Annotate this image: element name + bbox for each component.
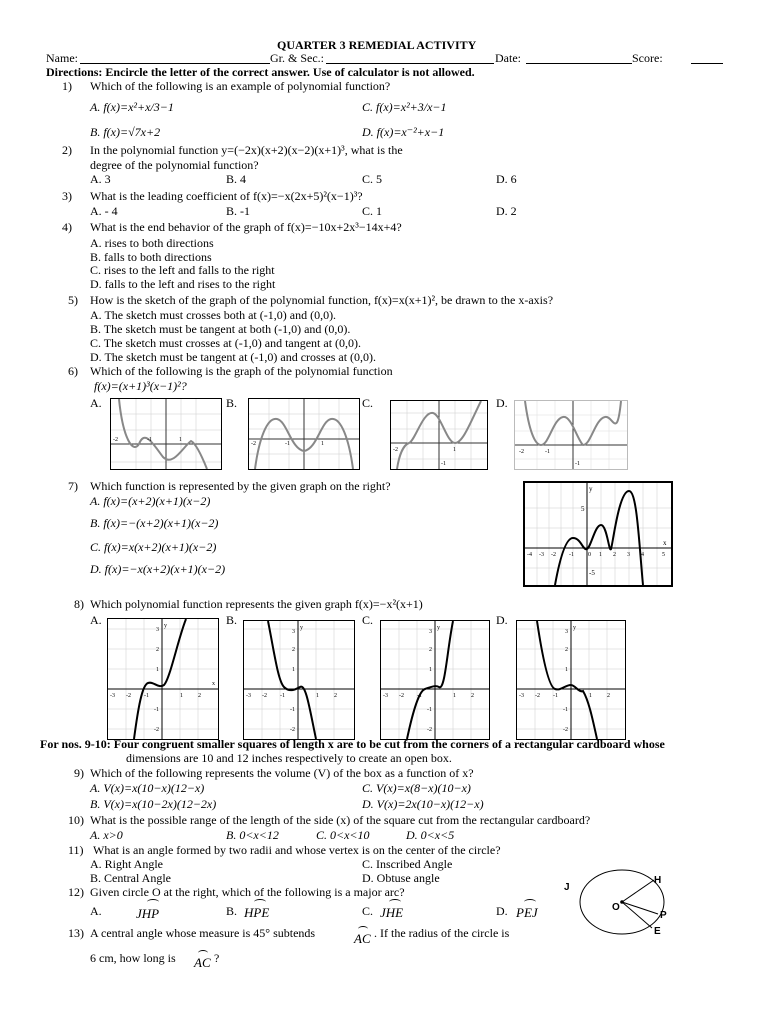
- q2-choice-c[interactable]: C. 5: [362, 172, 383, 186]
- q12-choice-c[interactable]: JHE: [380, 905, 404, 920]
- q8d-xtick: 2: [607, 693, 610, 699]
- q8a-ytick: 1: [156, 667, 159, 673]
- score-label: Score:: [632, 51, 663, 65]
- q7-y-label: y: [589, 485, 593, 493]
- q8d-ytick: -1: [563, 707, 568, 713]
- q2-text-cont: degree of the polynomial function?: [90, 158, 259, 172]
- q13-text3: 6 cm, how long is: [90, 951, 176, 965]
- q2-choice-b[interactable]: B. 4: [226, 172, 247, 186]
- q8-graph-a[interactable]: [107, 618, 219, 740]
- grade-field[interactable]: [326, 63, 494, 64]
- q8b-xtick: -3: [246, 693, 251, 699]
- q8c-ytick: -1: [427, 707, 432, 713]
- point-e: E: [654, 926, 661, 937]
- q4-text: What is the end behavior of the graph of f(x)=−10x+2x³−14x+4?: [90, 220, 402, 234]
- q8a-ytick: 2: [156, 647, 159, 653]
- q9-text: Which of the following represents the volume (V) of the box as a function of x?: [90, 766, 474, 780]
- q8c-ytick: 1: [429, 667, 432, 673]
- q6c-tick-neg2: -2: [393, 447, 398, 453]
- q13-number: 13): [68, 926, 84, 940]
- q1-choice-a[interactable]: A. f(x)=x²+x/3−1: [90, 100, 174, 114]
- q10-choice-b[interactable]: B. 0<x<12: [226, 828, 279, 842]
- q13-text-cont: . If the radius of the circle is: [374, 926, 510, 940]
- q12-choice-b[interactable]: HPE: [244, 905, 270, 920]
- q6b-tick-1: 1: [321, 441, 324, 447]
- q6-graph-d[interactable]: [514, 400, 628, 470]
- q6a-tick-neg1: -1: [147, 437, 152, 443]
- q8b-ytick: -2: [290, 727, 295, 733]
- q8a-xtick: 1: [180, 693, 183, 699]
- arc-mark: [524, 899, 536, 905]
- q10-number: 10): [68, 813, 84, 827]
- q5-choice-d[interactable]: D. The sketch must be tangent at (-1,0) and crosses at (0,0).: [90, 350, 377, 364]
- q8a-ytick: -1: [154, 707, 159, 713]
- q9-number: 9): [74, 766, 84, 780]
- q8c-xtick: 2: [471, 693, 474, 699]
- q13-text: A central angle whose measure is 45° subtends: [90, 926, 316, 940]
- q12-choice-d-letter[interactable]: D.: [496, 904, 508, 918]
- q7-xtick: 0: [588, 552, 591, 558]
- q6d-tick-y-neg1: -1: [575, 461, 580, 467]
- q8a-y: y: [164, 623, 167, 629]
- q13-text4: ?: [214, 951, 220, 965]
- q11-choice-c[interactable]: C. Inscribed Angle: [362, 857, 453, 871]
- q6c-tick-neg1: -1: [441, 461, 446, 467]
- q8-choice-c[interactable]: C.: [362, 613, 374, 627]
- q8-number: 8): [74, 597, 84, 611]
- q6a-tick-neg2: -2: [113, 437, 118, 443]
- q7-choice-c[interactable]: C. f(x)=x(x+2)(x+1)(x−2): [90, 540, 217, 554]
- point-h: H: [654, 875, 662, 886]
- q10-choice-a[interactable]: A. x>0: [90, 828, 123, 842]
- q8c-ytick: 2: [429, 647, 432, 653]
- q7-text: Which function is represented by the given graph on the right?: [90, 479, 391, 493]
- q7-x-label: x: [663, 539, 667, 547]
- q11-choice-a[interactable]: A. Right Angle: [90, 857, 164, 871]
- q7-xtick: -1: [569, 552, 574, 558]
- q8a-x: x: [212, 681, 215, 687]
- q6-text: Which of the following is the graph of the polynomial function: [90, 364, 393, 378]
- point-j: J: [564, 882, 570, 893]
- q8d-ytick: 3: [565, 629, 568, 635]
- q8-graph-b[interactable]: [243, 620, 355, 740]
- q8d-xtick: 1: [589, 693, 592, 699]
- q3-choice-a[interactable]: A. - 4: [90, 204, 118, 218]
- q6-number: 6): [68, 364, 78, 378]
- q6-function: f(x)=(x+1)³(x−1)²?: [94, 379, 187, 393]
- q1-text: Which of the following is an example of polynomial function?: [90, 79, 391, 93]
- q8a-xtick: -2: [126, 693, 131, 699]
- arc-mark: [198, 950, 208, 956]
- q7-xtick: 2: [613, 552, 616, 558]
- q12-choice-d[interactable]: PEJ: [516, 905, 538, 920]
- q12-choice-c-letter[interactable]: C.: [362, 904, 374, 918]
- q6-choice-a[interactable]: A.: [90, 396, 102, 410]
- q3-choice-d[interactable]: D. 2: [496, 204, 517, 218]
- q9-choice-b[interactable]: B. V(x)=x(10−2x)(12−2x): [90, 797, 217, 811]
- q8a-ytick: -2: [154, 727, 159, 733]
- q7-choice-d[interactable]: D. f(x)=−x(x+2)(x+1)(x−2): [90, 562, 226, 576]
- arc-mark: [147, 899, 159, 905]
- q8-choice-b[interactable]: B.: [226, 613, 238, 627]
- q2-text: In the polynomial function y=(−2x)(x+2)(x−2)(x+1)³, what is the: [90, 143, 403, 157]
- q7-xtick: -2: [551, 552, 556, 558]
- q8b-ytick: 2: [292, 647, 295, 653]
- q6-graph-b[interactable]: [248, 398, 360, 470]
- q4-number: 4): [62, 220, 72, 234]
- q9-choice-d[interactable]: D. V(x)=2x(10−x)(12−x): [362, 797, 484, 811]
- q8c-ytick: -2: [427, 727, 432, 733]
- q10-choice-d[interactable]: D. 0<x<5: [406, 828, 455, 842]
- q8c-ytick: 3: [429, 629, 432, 635]
- q9-10-intro-text: For nos. 9-10: Four congruent smaller squares of length x are to be cut from the corners of a rectangular cardboard whose: [40, 737, 665, 751]
- q13-arc: AC: [354, 931, 371, 946]
- q8b-xtick: -2: [262, 693, 267, 699]
- q8d-ytick: -2: [563, 727, 568, 733]
- q7-choice-b[interactable]: B. f(x)=−(x+2)(x+1)(x−2): [90, 516, 219, 530]
- q1-choice-c[interactable]: C. f(x)=x²+3/x−1: [362, 100, 447, 114]
- q8a-xtick: 2: [198, 693, 201, 699]
- q1-choice-b[interactable]: B. f(x)=√7x+2: [90, 125, 161, 139]
- q7-xtick: 5: [662, 552, 665, 558]
- q1-choice-d[interactable]: D. f(x)=x⁻²+x−1: [362, 125, 445, 139]
- q6-choice-c[interactable]: C.: [362, 396, 374, 410]
- q12-choice-b-letter[interactable]: B.: [226, 904, 238, 918]
- arc-mark: [254, 899, 266, 905]
- q2-choice-a[interactable]: A. 3: [90, 172, 111, 186]
- q11-choice-b[interactable]: B. Central Angle: [90, 871, 171, 885]
- q6c-tick-1: 1: [453, 447, 456, 453]
- q5-number: 5): [68, 293, 78, 307]
- q4-choice-d[interactable]: D. falls to the left and rises to the right: [90, 277, 276, 291]
- arc-mark: [358, 926, 368, 932]
- q6d-tick-neg2: -2: [519, 449, 524, 455]
- q8a-xtick: -3: [110, 693, 115, 699]
- q5-choice-c[interactable]: C. The sketch must crosses at (-1,0) and tangent at (0,0).: [90, 336, 362, 350]
- q11-choice-d[interactable]: D. Obtuse angle: [362, 871, 440, 885]
- point-p: P: [660, 910, 667, 921]
- q7-xtick: 4: [641, 552, 644, 558]
- q11-number: 11): [68, 843, 84, 857]
- q3-choice-b[interactable]: B. -1: [226, 204, 250, 218]
- q8d-xtick: -2: [535, 693, 540, 699]
- q9-choice-c[interactable]: C. V(x)=x(8−x)(10−x): [362, 781, 471, 795]
- q10-choice-c[interactable]: C. 0<x<10: [316, 828, 370, 842]
- q6-graph-a[interactable]: [110, 398, 222, 470]
- q7-tick-5: 5: [581, 505, 585, 513]
- q12-number: 12): [68, 885, 84, 899]
- q8-graph-d[interactable]: [516, 620, 626, 740]
- q12-choice-a[interactable]: JHP: [136, 906, 160, 921]
- q6b-tick-neg1: -1: [285, 441, 290, 447]
- q3-number: 3): [62, 189, 72, 203]
- q8b-ytick: 1: [292, 667, 295, 673]
- q8b-ytick: -1: [290, 707, 295, 713]
- q6-choice-b[interactable]: B.: [226, 396, 238, 410]
- q8d-ytick: 2: [565, 647, 568, 653]
- q8c-xtick: 1: [453, 693, 456, 699]
- point-o: O: [612, 902, 620, 913]
- directions: Directions: Encircle the letter of the correct answer. Use of calculator is not allowed.: [46, 65, 475, 79]
- arc-mark: [389, 899, 401, 905]
- q2-number: 2): [62, 143, 72, 157]
- q3-choice-c[interactable]: C. 1: [362, 204, 383, 218]
- q6-graph-c[interactable]: [390, 400, 488, 470]
- q8-graph-c[interactable]: [380, 620, 490, 740]
- q8c-xtick: -2: [399, 693, 404, 699]
- circle-o-diagram: [562, 868, 680, 946]
- q6-choice-d[interactable]: D.: [496, 396, 508, 410]
- q5-choice-b[interactable]: B. The sketch must be tangent at both (-1,0) and (0,0).: [90, 322, 351, 336]
- q13-arc2: AC: [194, 955, 211, 970]
- score-field[interactable]: [691, 63, 723, 64]
- q2-choice-d[interactable]: D. 6: [496, 172, 517, 186]
- q7-xtick: 3: [627, 552, 630, 558]
- grade-label: Gr. & Sec.:: [270, 51, 324, 65]
- q4-choice-c[interactable]: C. rises to the left and falls to the right: [90, 263, 275, 277]
- q7-tick-neg5: -5: [589, 569, 595, 577]
- q9-10-intro: [40, 737, 665, 751]
- q1-number: 1): [62, 79, 72, 93]
- q8d-xtick: -1: [553, 693, 558, 699]
- q8c-xtick: -3: [383, 693, 388, 699]
- q4-choice-b[interactable]: B. falls to both directions: [90, 250, 212, 264]
- q7-number: 7): [68, 479, 78, 493]
- q6d-tick-neg1: -1: [545, 449, 550, 455]
- q5-choice-a[interactable]: A. The sketch must crosses both at (-1,0) and (0,0).: [90, 308, 337, 322]
- q8d-ytick: 1: [565, 667, 568, 673]
- q8d-xtick: -3: [519, 693, 524, 699]
- q8b-xtick: 1: [316, 693, 319, 699]
- q8-text: Which polynomial function represents the given graph f(x)=−x²(x+1): [90, 597, 423, 611]
- q8a-ytick: 3: [156, 627, 159, 633]
- q8b-xtick: 2: [334, 693, 337, 699]
- q7-xtick: -4: [527, 552, 532, 558]
- q4-choice-a[interactable]: A. rises to both directions: [90, 236, 214, 250]
- q8-choice-d[interactable]: D.: [496, 613, 508, 627]
- q8d-y: y: [573, 625, 576, 631]
- q3-text: What is the leading coefficient of f(x)=−x(2x+5)²(x−1)³?: [90, 189, 363, 203]
- q8b-xtick: -1: [280, 693, 285, 699]
- q11-text: What is an angle formed by two radii and whose vertex is on the center of the circle?: [93, 843, 501, 857]
- q7-choice-a[interactable]: A. f(x)=(x+2)(x+1)(x−2): [90, 494, 211, 508]
- q6a-tick-1: 1: [179, 437, 182, 443]
- name-label: Name:: [46, 51, 78, 65]
- q9-10-intro-cont: dimensions are 10 and 12 inches respectively to create an open box.: [126, 751, 452, 765]
- q5-text: How is the sketch of the graph of the polynomial function, f(x)=x(x+1)², be drawn to the x-axis?: [90, 293, 554, 307]
- q6b-tick-neg2: -2: [251, 441, 256, 447]
- q8a-xtick: -1: [144, 693, 149, 699]
- q10-text: What is the possible range of the length of the side (x) of the square cut from the rectangular cardboard?: [90, 813, 591, 827]
- q7-xtick: -3: [539, 552, 544, 558]
- q9-choice-a[interactable]: A. V(x)=x(10−x)(12−x): [90, 781, 205, 795]
- q7-graph: [523, 481, 673, 587]
- q8c-xtick: -1: [417, 693, 422, 699]
- q8-choice-a[interactable]: A.: [90, 613, 102, 627]
- page-title: QUARTER 3 REMEDIAL ACTIVITY: [277, 38, 477, 52]
- q8b-ytick: 3: [292, 629, 295, 635]
- q8c-y: y: [437, 625, 440, 631]
- q7-xtick: 1: [599, 552, 602, 558]
- name-field[interactable]: [80, 63, 270, 64]
- q8b-y: y: [300, 625, 303, 631]
- date-label: Date:: [495, 51, 521, 65]
- q12-choice-a-letter[interactable]: A.: [90, 904, 102, 918]
- date-field[interactable]: [526, 63, 632, 64]
- q12-text: Given circle O at the right, which of the following is a major arc?: [90, 885, 405, 899]
